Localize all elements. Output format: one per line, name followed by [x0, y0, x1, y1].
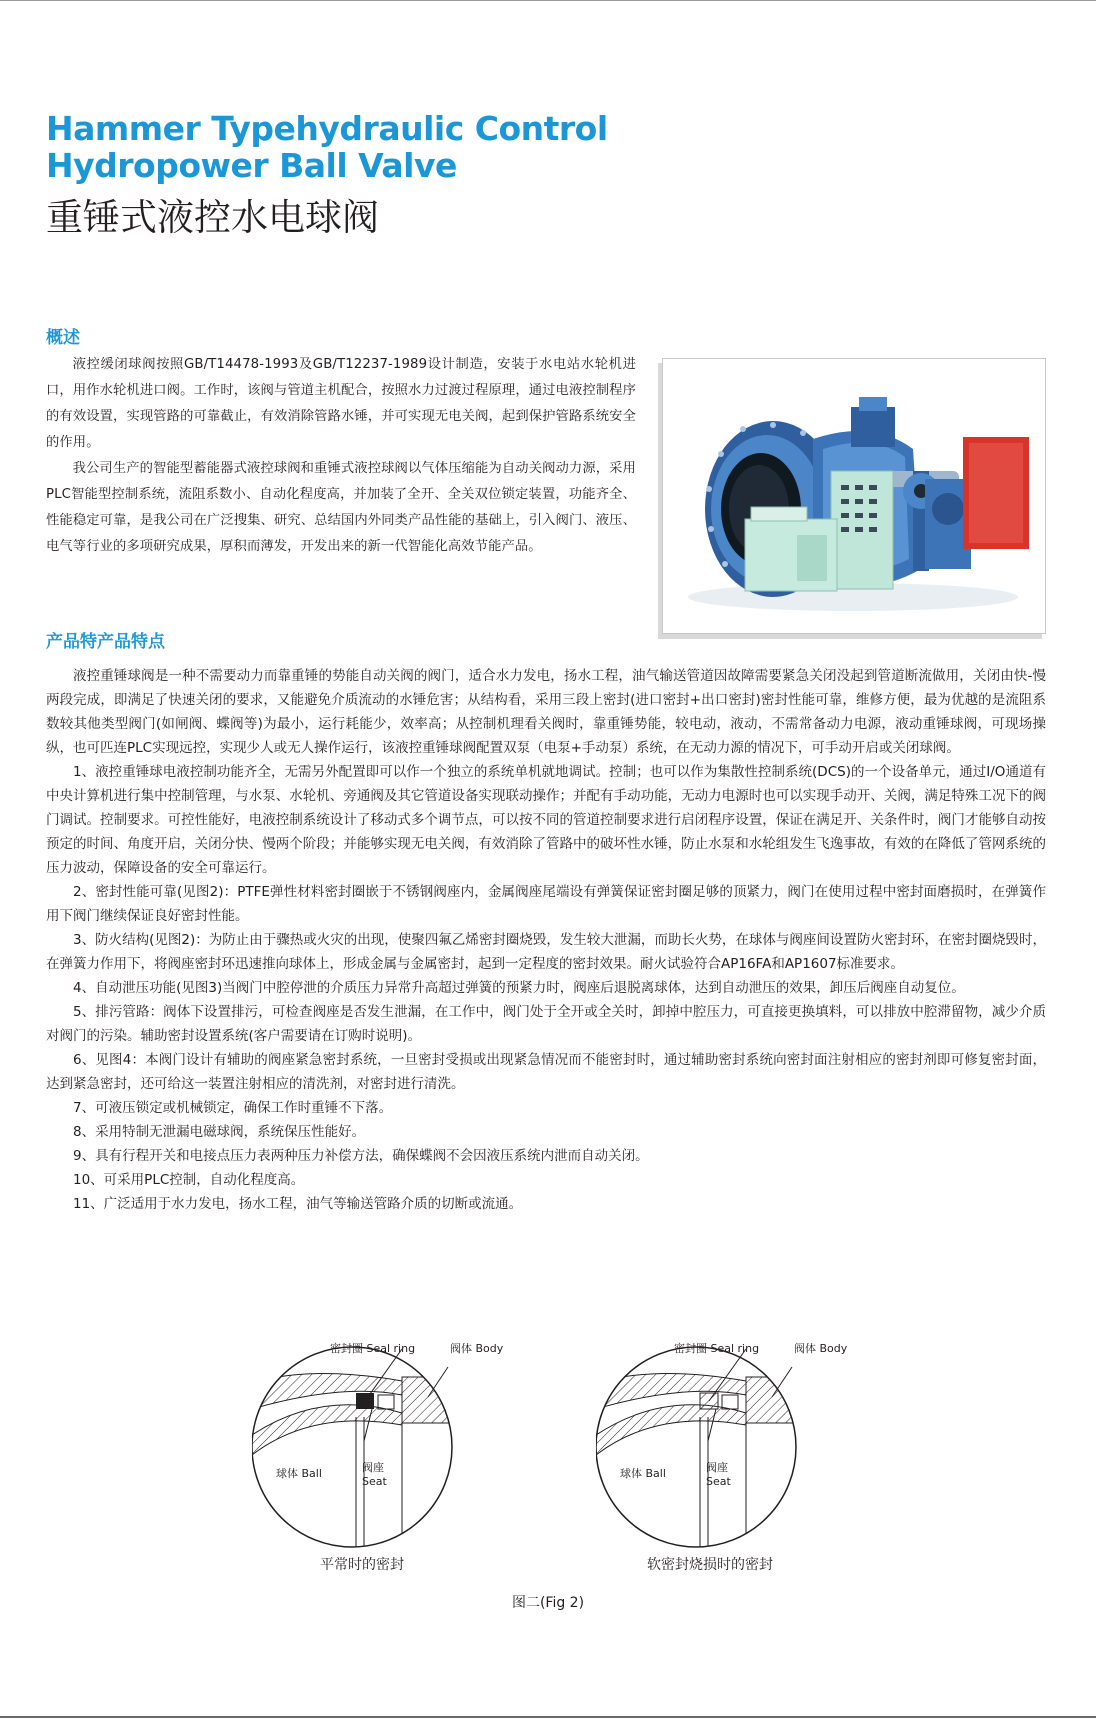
caption-burnt-seal: 软密封烧损时的密封 [647, 1557, 773, 1573]
features-paragraph: 11、广泛适用于水力发电，扬水工程，油气等输送管路介质的切断或流通。 [73, 1196, 523, 1212]
features-paragraph: 4、自动泄压功能(见图3)当阀门中腔停泄的介质压力异常升高超过弹簧的预紧力时，阀座后退脱离球体，达到自动泄压的效果，卸压后阀座自动复位。 [73, 980, 965, 996]
ball-label: 球体 Ball [276, 1467, 322, 1480]
seat-label-zh: 阀座 [706, 1461, 728, 1474]
features-paragraph: 3、防火结构(见图2)：为防止由于骤热或火灾的出现，使聚四氟乙烯密封圈烧毁，发生较大泄漏，而助长火势，在球体与阀座间设置防火密封环，在密封圈烧毁时，在弹簧力作用下，将阀座密封环迅速推向球体上，形成金属与金属密封，起到一定程度的密封效果。耐火试验符合AP16FA和AP1607标准要求。 [46, 932, 1046, 972]
top-rule [0, 0, 1096, 1]
seat-label-zh: 阀座 [362, 1461, 384, 1474]
overview-text [46, 352, 636, 560]
seal-diagram-burnt [596, 1325, 896, 1585]
features-paragraph: 2、密封性能可靠(见图2)：PTFE弹性材料密封圈嵌于不锈钢阀座内，金属阀座尾端设有弹簧保证密封圈足够的顶紧力，阀门在使用过程中密封面磨损时，在弹簧作用下阀门继续保证良好密封性能。 [46, 884, 1046, 924]
valve-illustration [663, 359, 1045, 633]
features-paragraph: 1、液控重锤球电液控制功能齐全，无需另外配置即可以作一个独立的系统单机就地调试。控制；也可以作为集散性控制系统(DCS)的一个设备单元，通过I/O通道有中央计算机进行集中控制管理，与水泵、水轮机、旁通阀及其它管道设备实现联动操作；并配有手动功能，无动力电源时也可以实现手动开、关阀，满足特殊工况下的阀门调试。控制要求。可控性能好，电液控制系统设计了移动式多个调节点，可以按不同的管道控制要求进行启闭程序设置，保证在满足开、关条件时，阀门才能够自动按预定的时间、角度开启，关闭分快、慢两个阶段；并能够实现无电关阀，有效消除了管路中的破坏性水锤，防止水泵和水轮组发生飞逸事故，有效的在降低了管网系统的压力波动，保障设备的安全可靠运行。 [46, 764, 1046, 876]
caption-normal-seal: 平常时的密封 [320, 1557, 404, 1573]
seal-ring-label: 密封圈 Seal ring [330, 1342, 416, 1355]
figure-caption: 图二(Fig 2) [511, 1595, 585, 1611]
features-text [46, 664, 1046, 1216]
features-paragraph: 液控重锤球阀是一种不需要动力而靠重锤的势能自动关阀的阀门，适合水力发电，扬水工程，油气输送管道因故障需要紧急关闭没起到管道断流做用，关闭由快-慢两段完成，即满足了快速关闭的要求，又能避免介质流动的水锤危害；从结构看，采用三段上密封(进口密封+出口密封)密封性能可靠，维修方便，最为优越的是流阻系数较其他类型阀门(如闸阀、蝶阀等)为最小，运行耗能少，效率高；从控制机理看关阀时，靠重锤势能，较电动，液动，不需常备动力电源，液动重锤球阀，可现场操纵，也可匹连PLC实现远控，实现少人或无人操作运行，该液控重锤球阀配置双泵（电泵+手动泵）系统，在无动力源的情况下，可手动开启或关闭球阀。 [46, 668, 1046, 756]
features-paragraph: 10、可采用PLC控制，自动化程度高。 [73, 1172, 305, 1188]
english-title [46, 110, 608, 184]
features-paragraph: 9、具有行程开关和电接点压力表两种压力补偿方法，确保蝶阀不会因液压系统内泄而自动关闭。 [73, 1148, 649, 1164]
overview-paragraph: 我公司生产的智能型蓄能器式液控球阀和重锤式液控球阀以气体压缩能为自动关阀动力源，采用PLC智能型控制系统，流阻系数小、自动化程度高，并加装了全开、全关双位锁定装置，功能齐全、性能稳定可靠，是我公司在广泛搜集、研究、总结国内外同类产品性能的基础上，引入阀门、液压、电气等行业的多项研究成果，厚积而薄发，开发出来的新一代智能化高效节能产品。 [46, 461, 636, 554]
product-photo [662, 358, 1046, 634]
seat-label-en: Seat [706, 1475, 731, 1488]
features-paragraph: 7、可液压锁定或机械锁定，确保工作时重锤不下落。 [73, 1100, 393, 1116]
english-title-line-2: Hydropower Ball Valve [46, 146, 457, 185]
seal-section-drawing [252, 1325, 552, 1585]
overview-heading: 概述 [46, 328, 80, 348]
english-title-line-1: Hammer Typehydraulic Control [46, 109, 608, 148]
body-label: 阀体 Body [450, 1342, 504, 1355]
seat-label-en: Seat [362, 1475, 387, 1488]
ball-label: 球体 Ball [620, 1467, 666, 1480]
seal-diagram-normal [252, 1325, 552, 1585]
features-paragraph: 5、排污管路：阀体下设置排污，可检查阀座是否发生泄漏，在工作中，阀门处于全开或全关时，卸掉中腔压力，可直接更换填料，可以排放中腔滞留物，减少介质对阀门的污染。辅助密封设置系统(客户需要请在订购时说明)。 [46, 1004, 1046, 1044]
features-paragraph: 8、采用特制无泄漏电磁球阀，系统保压性能好。 [73, 1124, 366, 1140]
seal-section-drawing [596, 1325, 896, 1585]
features-heading: 产品特产品特点 [46, 632, 165, 652]
overview-paragraph: 液控缓闭球阀按照GB/T14478-1993及GB/T12237-1989设计制造，安装于水电站水轮机进口，用作水轮机进口阀。工作时，该阀与管道主机配合，按照水力过渡过程原理，通过电液控制程序的有效设置，实现管路的可靠截止，有效消除管路水锤，并可实现无电关阀，起到保护管路系统安全的作用。 [46, 357, 636, 450]
features-paragraph: 6、见图4：本阀门设计有辅助的阀座紧急密封系统，一旦密封受损或出现紧急情况而不能密封时，通过辅助密封系统向密封面注射相应的密封剂即可修复密封面，达到紧急密封，还可给这一装置注射相应的清洗剂，对密封进行清洗。 [46, 1052, 1046, 1092]
body-label: 阀体 Body [794, 1342, 848, 1355]
seal-ring-label: 密封圈 Seal ring [674, 1342, 760, 1355]
chinese-title: 重锤式液控水电球阀 [46, 196, 379, 239]
